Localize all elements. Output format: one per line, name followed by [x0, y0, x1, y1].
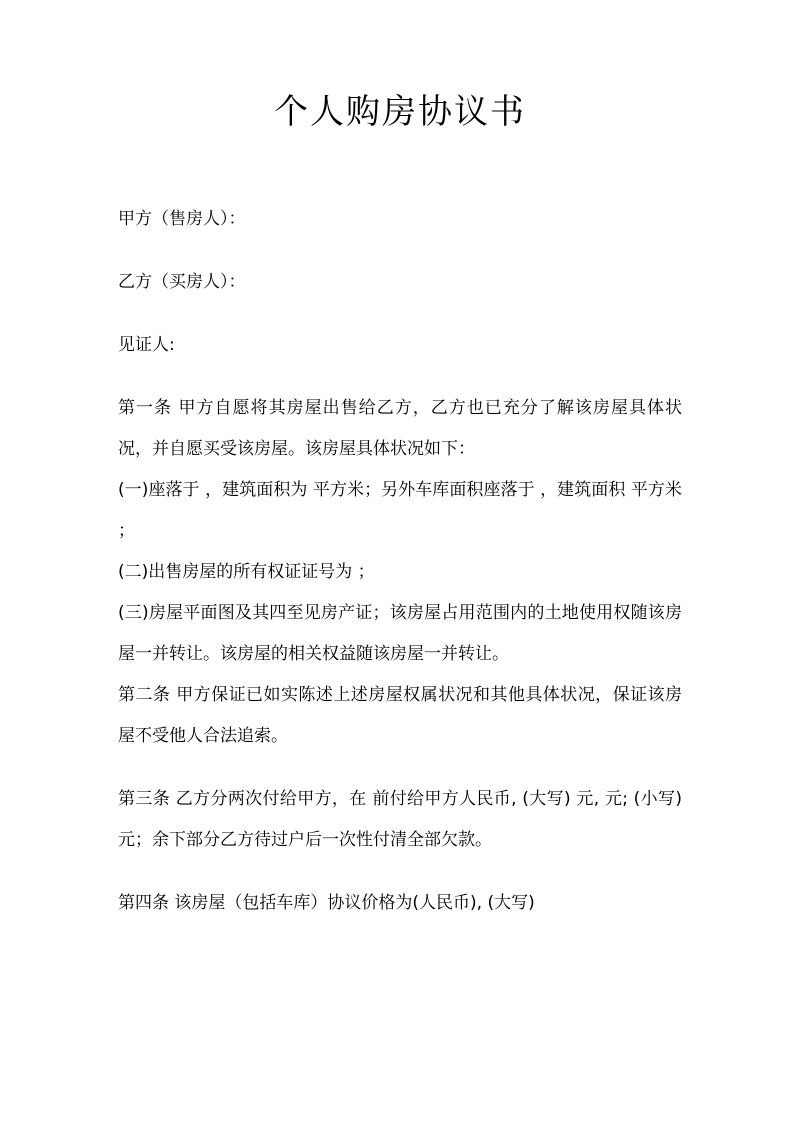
clause-2: 第二条 甲方保证已如实陈述上述房屋权属状况和其他具体状况，保证该房屋不受他人合法追索。	[118, 684, 682, 746]
clause-3: 第三条 乙方分两次付给甲方，在 前付给甲方人民币, (大写) 元, 元; (小写) 元；余下部分乙方待过户后一次性付清全部欠款。	[118, 788, 682, 850]
clause-4: 第四条 该房屋（包括车库）协议价格为(人民币), (大写)	[118, 892, 535, 913]
clause-1-item-2: (二)出售房屋的所有权证证号为 ；	[118, 561, 375, 582]
party-buyer: 乙方（买房人）：	[118, 271, 246, 292]
clause-1: 第一条 甲方自愿将其房屋出售给乙方，乙方也已充分了解该房屋具体状况，并自愿买受该房屋。该房屋具体状况如下：	[118, 397, 682, 459]
clause-1-item-1: (一)座落于 ，建筑面积为 平方米；另外车库面积座落于 ，建筑面积 平方米 ；	[118, 479, 682, 541]
party-seller: 甲方（售房人）：	[118, 208, 246, 229]
page-title: 个人购房协议书	[274, 92, 526, 132]
clause-1-item-3: (三)房屋平面图及其四至见房产证；该房屋占用范围内的土地使用权随该房屋一并转让。该房屋的相关权益随该房屋一并转让。	[118, 602, 682, 664]
party-witness: 见证人:	[118, 334, 175, 355]
document-body	[0, 199, 800, 924]
